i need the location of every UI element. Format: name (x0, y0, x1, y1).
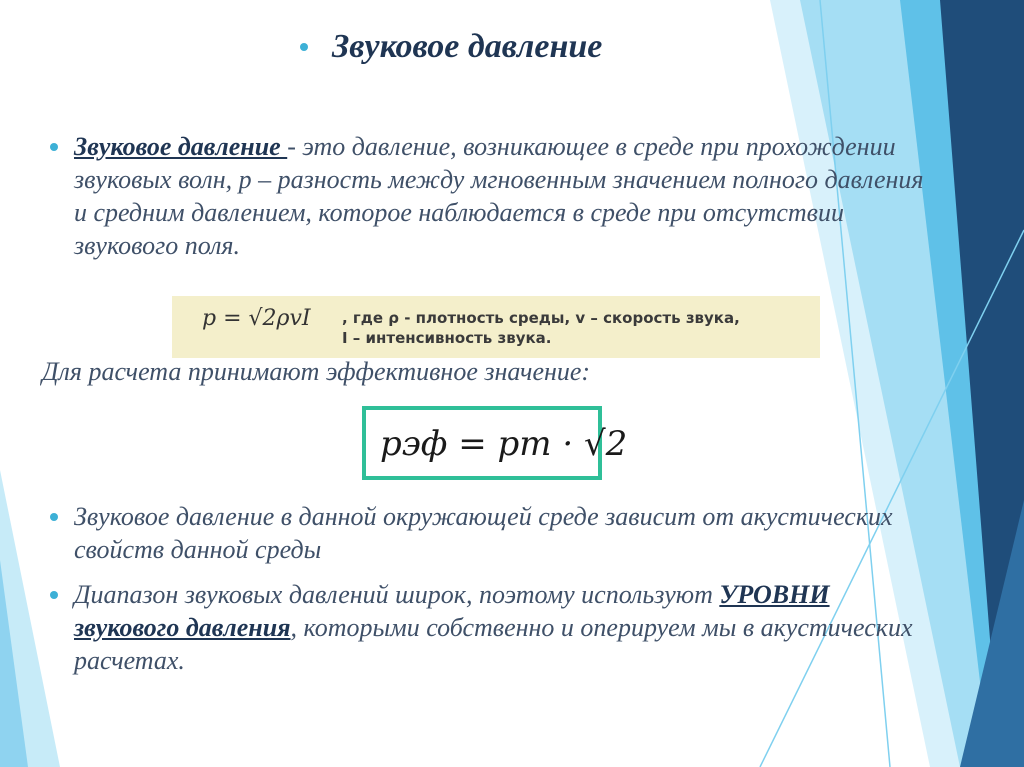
formula-legend (342, 308, 740, 348)
pressure-formula: p = √2ρvI (202, 306, 311, 331)
environment-paragraph (74, 500, 934, 566)
effective-pressure-formula-box (362, 406, 628, 480)
levels-text-before: Диапазон звуковых давлений широк, поэтому используют (74, 580, 720, 609)
bullet-icon (50, 591, 58, 599)
bullet-icon (50, 513, 58, 521)
definition-text: - это давление, возникающее в среде при прохождении звуковых волн, р – разность между мгновенным значением полного давления и средним давлением, которое наблюдается в среде при отсутствии звукового поля. (74, 132, 924, 260)
slide-title: Звуковое давление (332, 28, 603, 65)
pressure-formula-box (172, 296, 820, 358)
formula-legend-line-2: I – интенсивность звука. (342, 329, 552, 347)
levels-text-after: , которыми собственно и оперируем мы в акустических расчетах. (74, 613, 913, 675)
bullet-icon (50, 143, 58, 151)
effective-pressure-formula: pэф = pm · √2 (380, 424, 628, 464)
levels-term: УРОВНИ звукового давления (74, 580, 830, 642)
definition-term: Звуковое давление (74, 132, 288, 161)
title-row (300, 28, 602, 66)
bullet-icon (300, 43, 308, 51)
levels-paragraph (74, 578, 934, 677)
environment-text: Звуковое давление в данной окружающей среде зависит от акустических свойств данной среды (74, 502, 893, 564)
effective-value-intro: Для расчета принимают эффективное значение: (42, 357, 591, 386)
definition-paragraph (74, 130, 934, 262)
formula-legend-line-1: , где ρ - плотность среды, v – скорость звука, (342, 309, 740, 327)
